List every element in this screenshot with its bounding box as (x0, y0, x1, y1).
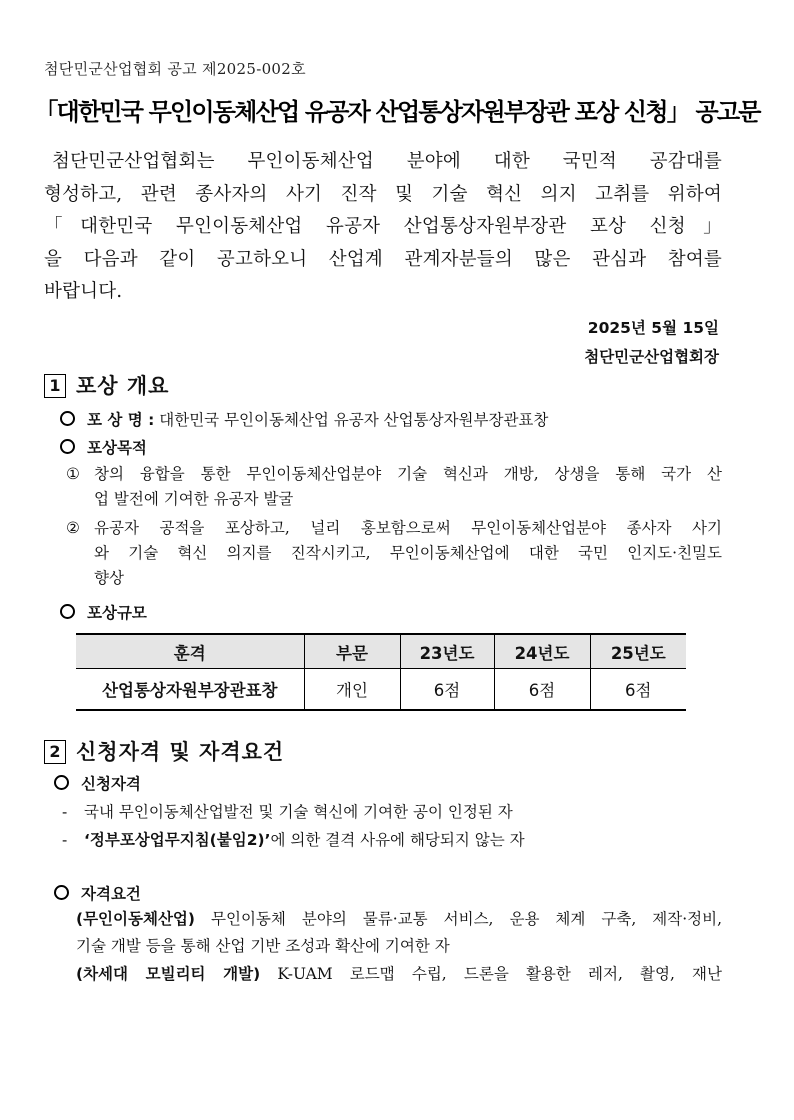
requirement-text: K-UAM 로드맵 수립, 드론을 활용한 레저, 촬영, 재난 (277, 965, 722, 983)
circle-bullet-icon (54, 885, 69, 900)
intro-line: 「대한민국 무인이동체산업 유공자 산업통상자원부장관 포상 신청」 (44, 216, 722, 237)
requirement-category: (차세대 모빌리티 개발) (76, 965, 261, 983)
purpose-item (66, 462, 722, 512)
circle-bullet-icon (60, 439, 75, 454)
purpose-line: 유공자 공적을 포상하고, 널리 홍보함으로써 무인이동체산업분야 종사자 사기 (94, 519, 722, 537)
section-1-heading (44, 370, 169, 400)
numbered-marker: ① (66, 465, 80, 483)
eligibility-label: 신청자격 (81, 775, 141, 793)
intro-line: 형성하고, 관련 종사자의 사기 진작 및 기술 혁신 의지 고취를 위하여 (44, 183, 722, 205)
award-scale-table (76, 633, 686, 711)
requirements-heading (54, 882, 141, 904)
scale-label: 포상규모 (87, 604, 147, 622)
scale-heading (60, 601, 147, 623)
column-header: 부문 (304, 634, 400, 669)
eligibility-item (62, 828, 525, 850)
purpose-item (66, 516, 722, 591)
notice-number: 첨단민군산업협회 공고 제2025-002호 (44, 60, 306, 78)
dash-marker: - (62, 831, 68, 849)
purpose-heading (60, 436, 147, 458)
circle-bullet-icon (60, 411, 75, 426)
eligibility-text: 국내 무인이동체산업발전 및 기술 혁신에 기여한 공이 인정된 자 (84, 803, 513, 821)
requirement-item (76, 961, 722, 988)
section-2-heading (44, 736, 284, 766)
purpose-label: 포상목적 (87, 439, 147, 457)
requirement-item (76, 906, 722, 960)
intro-line: 을 다음과 같이 공고하오니 산업계 관계자분들의 많은 관심과 참여를 (44, 248, 722, 270)
requirement-category: (무인이동체산업) (76, 910, 195, 928)
eligibility-item (62, 800, 513, 822)
announcement-date: 2025년 5월 15일 (587, 319, 719, 337)
dash-marker: - (62, 803, 68, 821)
section-number-box: 1 (44, 374, 66, 398)
document-title: 「대한민국 무인이동체산업 유공자 산업통상자원부장관 포상 신청」 공고문 (34, 98, 760, 126)
eligibility-heading (54, 772, 141, 794)
circle-bullet-icon (60, 604, 75, 619)
table-cell: 개인 (304, 669, 400, 711)
table-header-row (76, 634, 686, 669)
requirements-label: 자격요건 (81, 885, 141, 903)
table-cell: 6점 (494, 669, 590, 711)
column-header: 24년도 (494, 634, 590, 669)
eligibility-text: 에 의한 결격 사유에 해당되지 않는 자 (270, 831, 525, 849)
table-cell: 6점 (400, 669, 494, 711)
circle-bullet-icon (54, 775, 69, 790)
table-cell: 6점 (590, 669, 686, 711)
column-header: 23년도 (400, 634, 494, 669)
section-title: 신청자격 및 자격요건 (76, 740, 285, 764)
section-number-box: 2 (44, 740, 66, 764)
purpose-line: 업 발전에 기여한 유공자 발굴 (94, 490, 294, 508)
purpose-line: 향상 (94, 569, 124, 587)
table-cell: 산업통상자원부장관표창 (76, 669, 304, 711)
award-name-row (60, 408, 548, 430)
award-name-label: 포 상 명 : (87, 411, 155, 429)
numbered-marker: ② (66, 519, 80, 537)
purpose-line: 창의 융합을 통한 무인이동체산업분야 기술 혁신과 개방, 상생을 통해 국가 산 (94, 465, 722, 483)
requirement-text: 무인이동체 분야의 물류·교통 서비스, 운용 체계 구축, 제작·정비, (211, 910, 722, 928)
section-title: 포상 개요 (76, 374, 170, 398)
purpose-line: 와 기술 혁신 의지를 진작시키고, 무인이동체산업에 대한 국민 인지도·친밀도 (94, 544, 722, 562)
table-row (76, 669, 686, 711)
column-header: 훈격 (76, 634, 304, 669)
intro-line: 바랍니다. (44, 281, 123, 302)
intro-line: 첨단민군산업협회는 무인이동체산업 분야에 대한 국민적 공감대를 (52, 151, 722, 172)
intro-paragraph (44, 146, 722, 309)
award-name-value: 대한민국 무인이동체산업 유공자 산업통상자원부장관표창 (159, 411, 549, 429)
issuer-name: 첨단민군산업협회장 (584, 348, 719, 366)
requirement-text: 기술 개발 등을 통해 산업 기반 조성과 확산에 기여한 자 (76, 937, 450, 955)
column-header: 25년도 (590, 634, 686, 669)
guideline-reference: ‘정부포상업무지침(붙임2)’ (84, 831, 271, 849)
